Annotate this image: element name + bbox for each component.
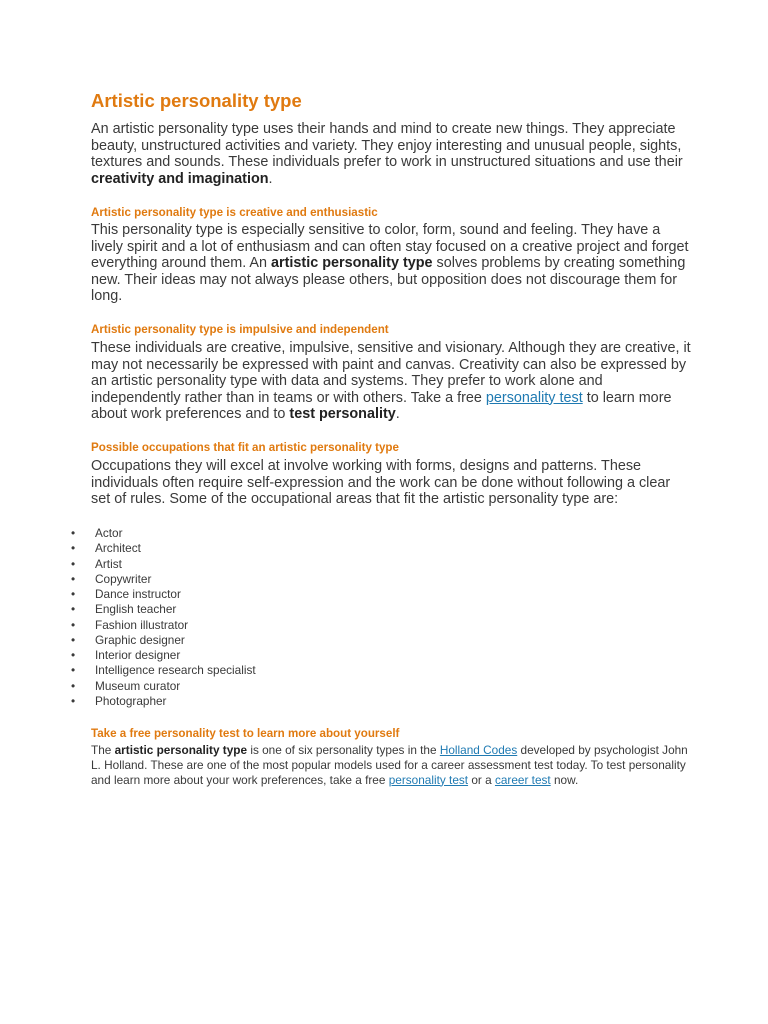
section4-text1: The [91,743,115,757]
career-test-link[interactable]: career test [494,772,551,787]
bullet-icon: • [71,648,76,662]
occupation-label: Photographer [95,693,167,708]
occupation-label: Museum curator [95,678,181,693]
section4-paragraph [91,743,691,787]
bullet-icon: • [71,571,76,586]
section3-heading: Possible occupations that fit an artistic personality type [91,441,399,454]
occupation-item [71,602,471,617]
section4-text2: is one of six personality types in the [247,743,440,757]
bullet-icon: • [71,541,76,556]
section4-text4: or a [468,772,495,787]
section1-text1: This personality type is especially sensitive to color, form, sound and feeling. They have a lively spirit and a lot of enthusiasm and can often stay focused on a creative project and forget everything around them. An [91,222,689,272]
section3-paragraph: Occupations they will excel at involve working with forms, designs and patterns. These individuals often require self-expression and the work can be done without following a clear set of rules. Some of the occupational areas that fit the artistic personality type are: [91,458,671,508]
occupation-item [71,587,471,602]
bullet-icon: • [71,587,76,601]
section2-heading: Artistic personality type is impulsive and independent [91,323,389,336]
occupation-item [71,633,471,648]
section2-text2: to learn more about work preferences and to [91,389,672,423]
section2-text1: These individuals are creative, impulsive, sensitive and visionary. Although they are creative, it may not necessarily be expressed with paint and canvas. Creativity can also be expressed by an artistic personality type with data and systems. They prefer to work alone and independently rather than in teams or with others. Take a free [91,340,691,406]
personality-test-link[interactable]: personality test [485,389,583,406]
occupation-item [71,557,471,572]
section4-text5: now. [550,772,579,787]
occupation-label: Intelligence research specialist [95,663,256,678]
occupation-item [71,572,471,587]
section2-bold-text: test personality [289,406,396,423]
bullet-icon: • [71,678,76,693]
occupation-label: Copywriter [95,571,152,586]
occupation-item [71,618,471,633]
occupation-label: Architect [95,541,141,556]
personality-test-link-2[interactable]: personality test [388,772,469,787]
occupation-item [71,541,471,556]
section2-paragraph [91,340,691,423]
occupation-item [71,526,471,541]
occupation-label: Actor [95,526,123,540]
section1-paragraph [91,222,691,305]
occupation-label: Fashion illustrator [95,617,189,632]
occupation-list [71,526,471,709]
bullet-icon: • [71,526,76,540]
section1-text2: solves problems by creating something new. Their ideas may not always please others, but opposition does not discourage them for long. [91,255,686,305]
occupation-label: Dance instructor [95,587,181,601]
occupation-label: English teacher [95,602,177,617]
occupation-label: Artist [95,556,122,571]
intro-end: . [268,170,273,187]
page-title: Artistic personality type [91,90,302,111]
section4-heading: Take a free personality test to learn more about yourself [91,727,400,740]
occupation-label: Interior designer [95,648,181,662]
bullet-icon: • [71,632,76,647]
occupation-item [71,663,471,678]
occupation-item [71,648,471,663]
bullet-icon: • [71,617,76,632]
intro-paragraph [91,121,691,187]
occupation-item [71,694,471,709]
section1-bold-text: artistic personality type [271,255,433,272]
holland-codes-link[interactable]: Holland Codes [439,743,518,757]
section4-text3: developed by psychologist John L. Holland. These are one of the most popular models used for a career assessment test today. To test personality and learn more about your work preferences, take a free [91,743,688,787]
section1-heading: Artistic personality type is creative and enthusiastic [91,206,378,219]
intro-bold-text: creativity and imagination [91,170,269,187]
section4-bold-text: artistic personality type [114,743,248,757]
occupation-label: Graphic designer [95,632,185,647]
bullet-icon: • [71,693,76,708]
occupation-item [71,679,471,694]
bullet-icon: • [71,556,76,571]
section2-end: . [395,406,400,423]
bullet-icon: • [71,602,76,617]
bullet-icon: • [71,663,76,678]
intro-text: An artistic personality type uses their hands and mind to create new things. They appreciate beauty, unstructured activities and variety. They enjoy interesting and unusual people, sights, textures and sounds. These individuals prefer to work in unstructured situations and use their [91,121,683,171]
